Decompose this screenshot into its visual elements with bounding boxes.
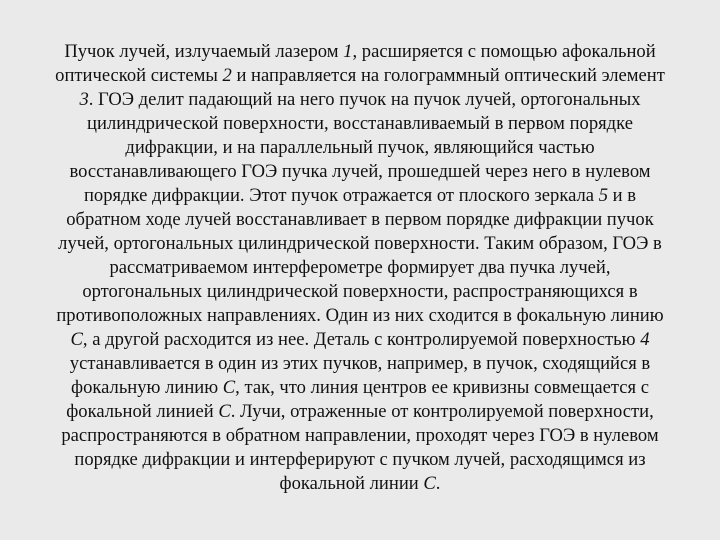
text-run: противоположных направлениях. Один из них сходится в фокальную линию — [56, 305, 664, 326]
italic-reference: C — [423, 473, 436, 494]
text-run: рассматриваемом интерферометре формирует два пучка лучей, — [109, 257, 611, 278]
text-line — [28, 376, 692, 400]
text-run: устанавливается в один из этих пучков, например, в пучок, сходящийся в — [69, 353, 651, 374]
italic-reference: 4 — [640, 329, 650, 350]
text-line — [28, 400, 692, 424]
text-run: Пучок лучей, излучаемый лазером — [64, 41, 344, 62]
text-run: ортогональных цилиндрической поверхности, распространяющихся в — [82, 281, 638, 302]
text-run: лучей, ортогональных цилиндрической поверхности. Таким образом, ГОЭ в — [58, 233, 662, 254]
text-run: . ГОЭ делит падающий на него пучок на пучок лучей, ортогональных — [88, 89, 641, 110]
text-run: , так, что линия центров ее кривизны совмещается с — [235, 377, 649, 398]
text-line — [28, 328, 692, 352]
text-run: фокальной линии — [279, 473, 424, 494]
text-run: , расширяется с помощью афокальной — [352, 41, 656, 62]
text-line — [28, 184, 692, 208]
text-line — [28, 64, 692, 88]
text-run: . Лучи, отраженные от контролируемой поверхности, — [230, 401, 654, 422]
text-line — [28, 232, 692, 256]
text-run: и в — [607, 185, 637, 206]
text-run: и направляется на голограммный оптический элемент — [231, 65, 665, 86]
italic-reference: C — [70, 329, 83, 350]
text-run: обратном ходе лучей восстанавливает в первом порядке дифракции пучок — [66, 209, 654, 230]
text-run: восстанавливающего ГОЭ пучка лучей, прошедшей через него в нулевом — [69, 161, 651, 182]
text-run: фокальной линией — [66, 401, 219, 422]
text-line — [28, 352, 692, 376]
text-line — [28, 256, 692, 280]
text-run: дифракции, и на параллельный пучок, являющийся частью — [125, 137, 595, 158]
text-line — [28, 304, 692, 328]
text-line — [28, 160, 692, 184]
text-line — [28, 112, 692, 136]
text-run: цилиндрической поверхности, восстанавливаемый в первом порядке — [87, 113, 633, 134]
text-line — [28, 448, 692, 472]
italic-reference: C — [218, 401, 231, 422]
text-run: распространяются в обратном направлении, проходят через ГОЭ в нулевом — [61, 425, 659, 446]
text-line — [28, 136, 692, 160]
italic-reference: 2 — [222, 65, 232, 86]
italic-reference: 3 — [79, 89, 89, 110]
body-paragraph — [28, 40, 692, 496]
text-line — [28, 208, 692, 232]
text-run: порядке дифракции. Этот пучок отражается от плоского зеркала — [83, 185, 599, 206]
text-line — [28, 472, 692, 496]
italic-reference: 5 — [598, 185, 608, 206]
text-line — [28, 424, 692, 448]
text-line — [28, 88, 692, 112]
text-line — [28, 40, 692, 64]
text-run: , а другой расходится из нее. Деталь с контролируемой поверхностью — [82, 329, 641, 350]
italic-reference: 1 — [343, 41, 353, 62]
text-run: фокальную линию — [71, 377, 223, 398]
text-run: . — [435, 473, 441, 494]
text-line — [28, 280, 692, 304]
text-run: порядке дифракции и интерферируют с пучком лучей, расходящимся из — [74, 449, 646, 470]
text-run: оптической системы — [55, 65, 223, 86]
italic-reference: C — [222, 377, 236, 398]
